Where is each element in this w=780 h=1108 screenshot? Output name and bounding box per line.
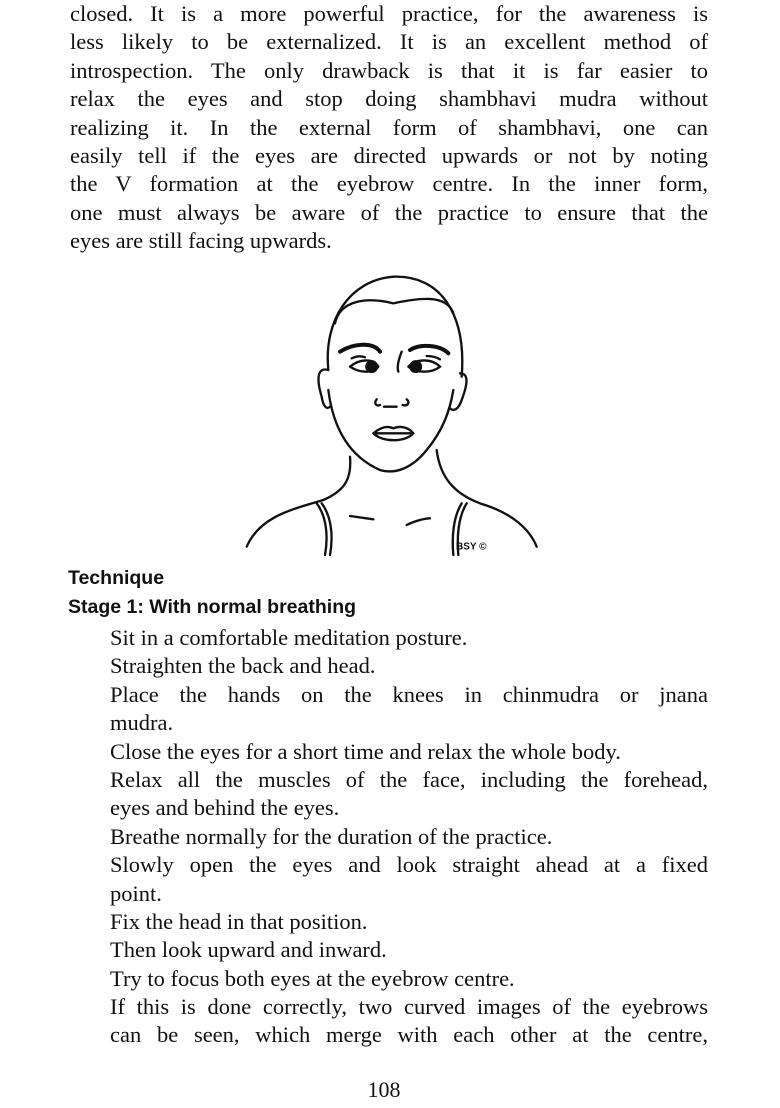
- step-line: Straighten the back and head.: [110, 653, 376, 679]
- step-line: Place the hands on the knees in chinmudra or jnana: [110, 681, 708, 707]
- step-line: Then look upward and inward.: [110, 937, 387, 963]
- step-line: Close the eyes for a short time and relax the whole body.: [110, 738, 621, 764]
- step-line: Fix the head in that position.: [110, 908, 368, 934]
- text-line: the V formation at the eyebrow centre. In the inner form,: [70, 171, 708, 197]
- step-line: Sit in a comfortable meditation posture.: [110, 625, 468, 650]
- technique-heading: Technique: [68, 567, 165, 589]
- step-line: eyes and behind the eyes.: [110, 795, 340, 821]
- face-outline: [328, 390, 453, 471]
- collarbones: [350, 516, 430, 525]
- text-line: less likely to be externalized. It is an excellent method of: [70, 29, 708, 55]
- technique-steps: [110, 624, 708, 1050]
- step-line: point.: [110, 880, 162, 906]
- step-line: Breathe normally for the duration of the practice.: [110, 823, 553, 849]
- intro-paragraph: [70, 0, 708, 256]
- step-line: Try to focus both eyes at the eyebrow centre.: [110, 965, 515, 991]
- stage-heading: Stage 1: With normal breathing: [68, 596, 357, 618]
- text-line: introspection. The only drawback is that it is far easier to: [70, 57, 708, 83]
- head-outline: [328, 277, 463, 377]
- neck-shoulder-left: [247, 457, 351, 547]
- left-pupil: [366, 361, 377, 372]
- figure-credit: BSY ©: [456, 541, 487, 553]
- left-eyebrow: [340, 345, 380, 352]
- nose: [375, 352, 408, 407]
- text-line: eyes are still facing upwards.: [70, 228, 332, 254]
- left-ear: [318, 369, 330, 407]
- text-line: relax the eyes and stop doing shambhavi mudra without: [70, 86, 708, 112]
- text-line: easily tell if the eyes are directed upwards or not by noting: [70, 142, 708, 168]
- step-line: Slowly open the eyes and look straight ahead at a fixed: [110, 852, 708, 878]
- step-line: Relax all the muscles of the face, including the forehead,: [110, 766, 708, 792]
- right-pupil: [410, 361, 421, 372]
- step-line: mudra.: [110, 710, 174, 736]
- right-eyebrow: [410, 346, 448, 353]
- step-line: can be seen, which merge with each other at the centre,: [110, 1022, 708, 1048]
- lips: [373, 427, 413, 440]
- text-line: one must always be aware of the practice to ensure that the: [70, 199, 708, 225]
- strap-left: [317, 503, 332, 555]
- hairline: [335, 299, 453, 323]
- text-line: realizing it. In the external form of shambhavi, one can: [70, 114, 708, 140]
- step-line: If this is done correctly, two curved images of the eyebrows: [110, 994, 708, 1020]
- text-line: closed. It is a more powerful practice, for the awareness is: [70, 1, 708, 26]
- neck-shoulder-right: [437, 450, 537, 547]
- shambhavi-mudra-illustration: [240, 270, 550, 560]
- page-number: 108: [367, 1077, 401, 1102]
